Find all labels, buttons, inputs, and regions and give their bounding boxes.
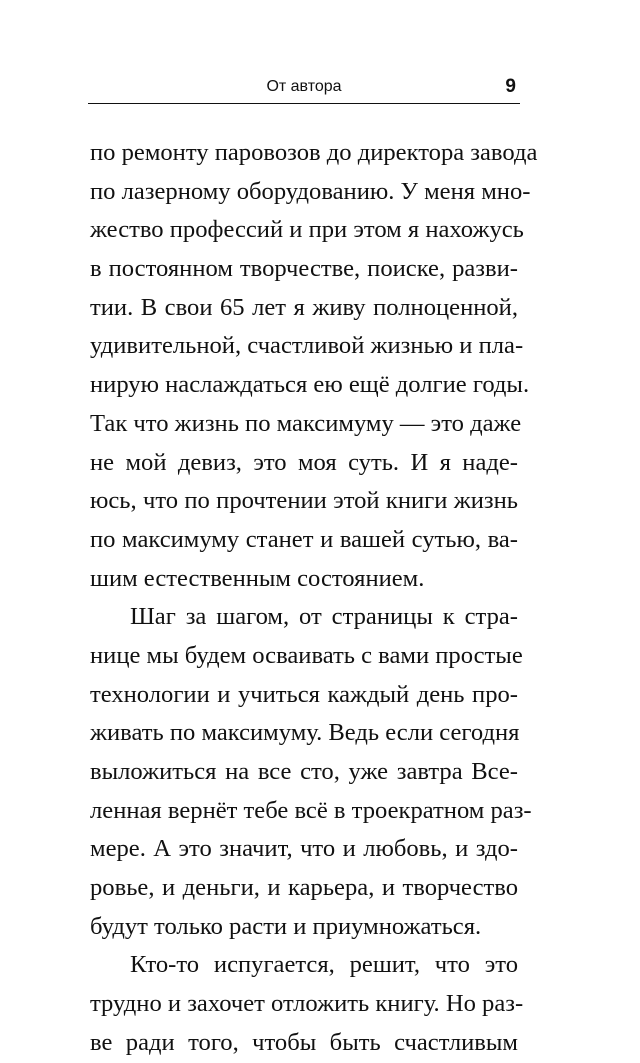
text-line: нице мы будем осваивать с вами простые [90, 641, 523, 669]
page-number: 9 [505, 76, 516, 97]
text-line: ленная вернёт тебе всё в троекратном раз- [90, 796, 532, 824]
header-rule [88, 103, 520, 104]
text-line: по ремонту паровозов до директора завода [90, 139, 538, 166]
text-line: нирую наслаждаться ею ещё долгие годы. [90, 371, 530, 399]
text-line: Шаг за шагом, от страницы к стра- [130, 603, 518, 631]
text-line: юсь, что по прочтении этой книги жизнь [90, 487, 518, 515]
text-line: ве ради того, чтобы быть счастливым [90, 1028, 518, 1056]
text-line: жество профессий и при этом я нахожусь [90, 216, 524, 244]
text-line: в постоянном творчестве, поиске, разви- [90, 255, 518, 283]
text-line: Так что жизнь по максимуму — это даже [90, 409, 522, 437]
text-line: технологии и учиться каждый день про- [90, 680, 518, 708]
text-line: выложиться на все сто, уже завтра Все- [90, 758, 518, 785]
body-text [90, 134, 538, 1063]
text-line: живать по максимуму. Ведь если сегодня [90, 719, 520, 747]
text-line: Кто-то испугается, решит, что это [130, 951, 518, 979]
text-line: трудно и захочет отложить книгу. Но раз- [90, 990, 524, 1018]
text-line: тии. В свои 65 лет я живу полноценной, [90, 293, 518, 321]
text-line: по лазерному оборудованию. У меня мно- [90, 177, 531, 205]
text-line: по максимуму станет и вашей сутью, ва- [90, 525, 518, 553]
text-line: мере. А это значит, что и любовь, и здо- [90, 835, 518, 863]
section-title: От автора [266, 78, 342, 95]
running-header [88, 76, 520, 102]
text-line: удивительной, счастливой жизнью и пла- [90, 332, 524, 360]
text-line: будут только расти и приумножаться. [90, 912, 482, 940]
text-line: шим естественным состоянием. [90, 564, 425, 592]
text-line: ровье, и деньги, и карьера, и творчество [90, 874, 518, 902]
text-line: не мой девиз, это моя суть. И я наде- [90, 448, 518, 476]
